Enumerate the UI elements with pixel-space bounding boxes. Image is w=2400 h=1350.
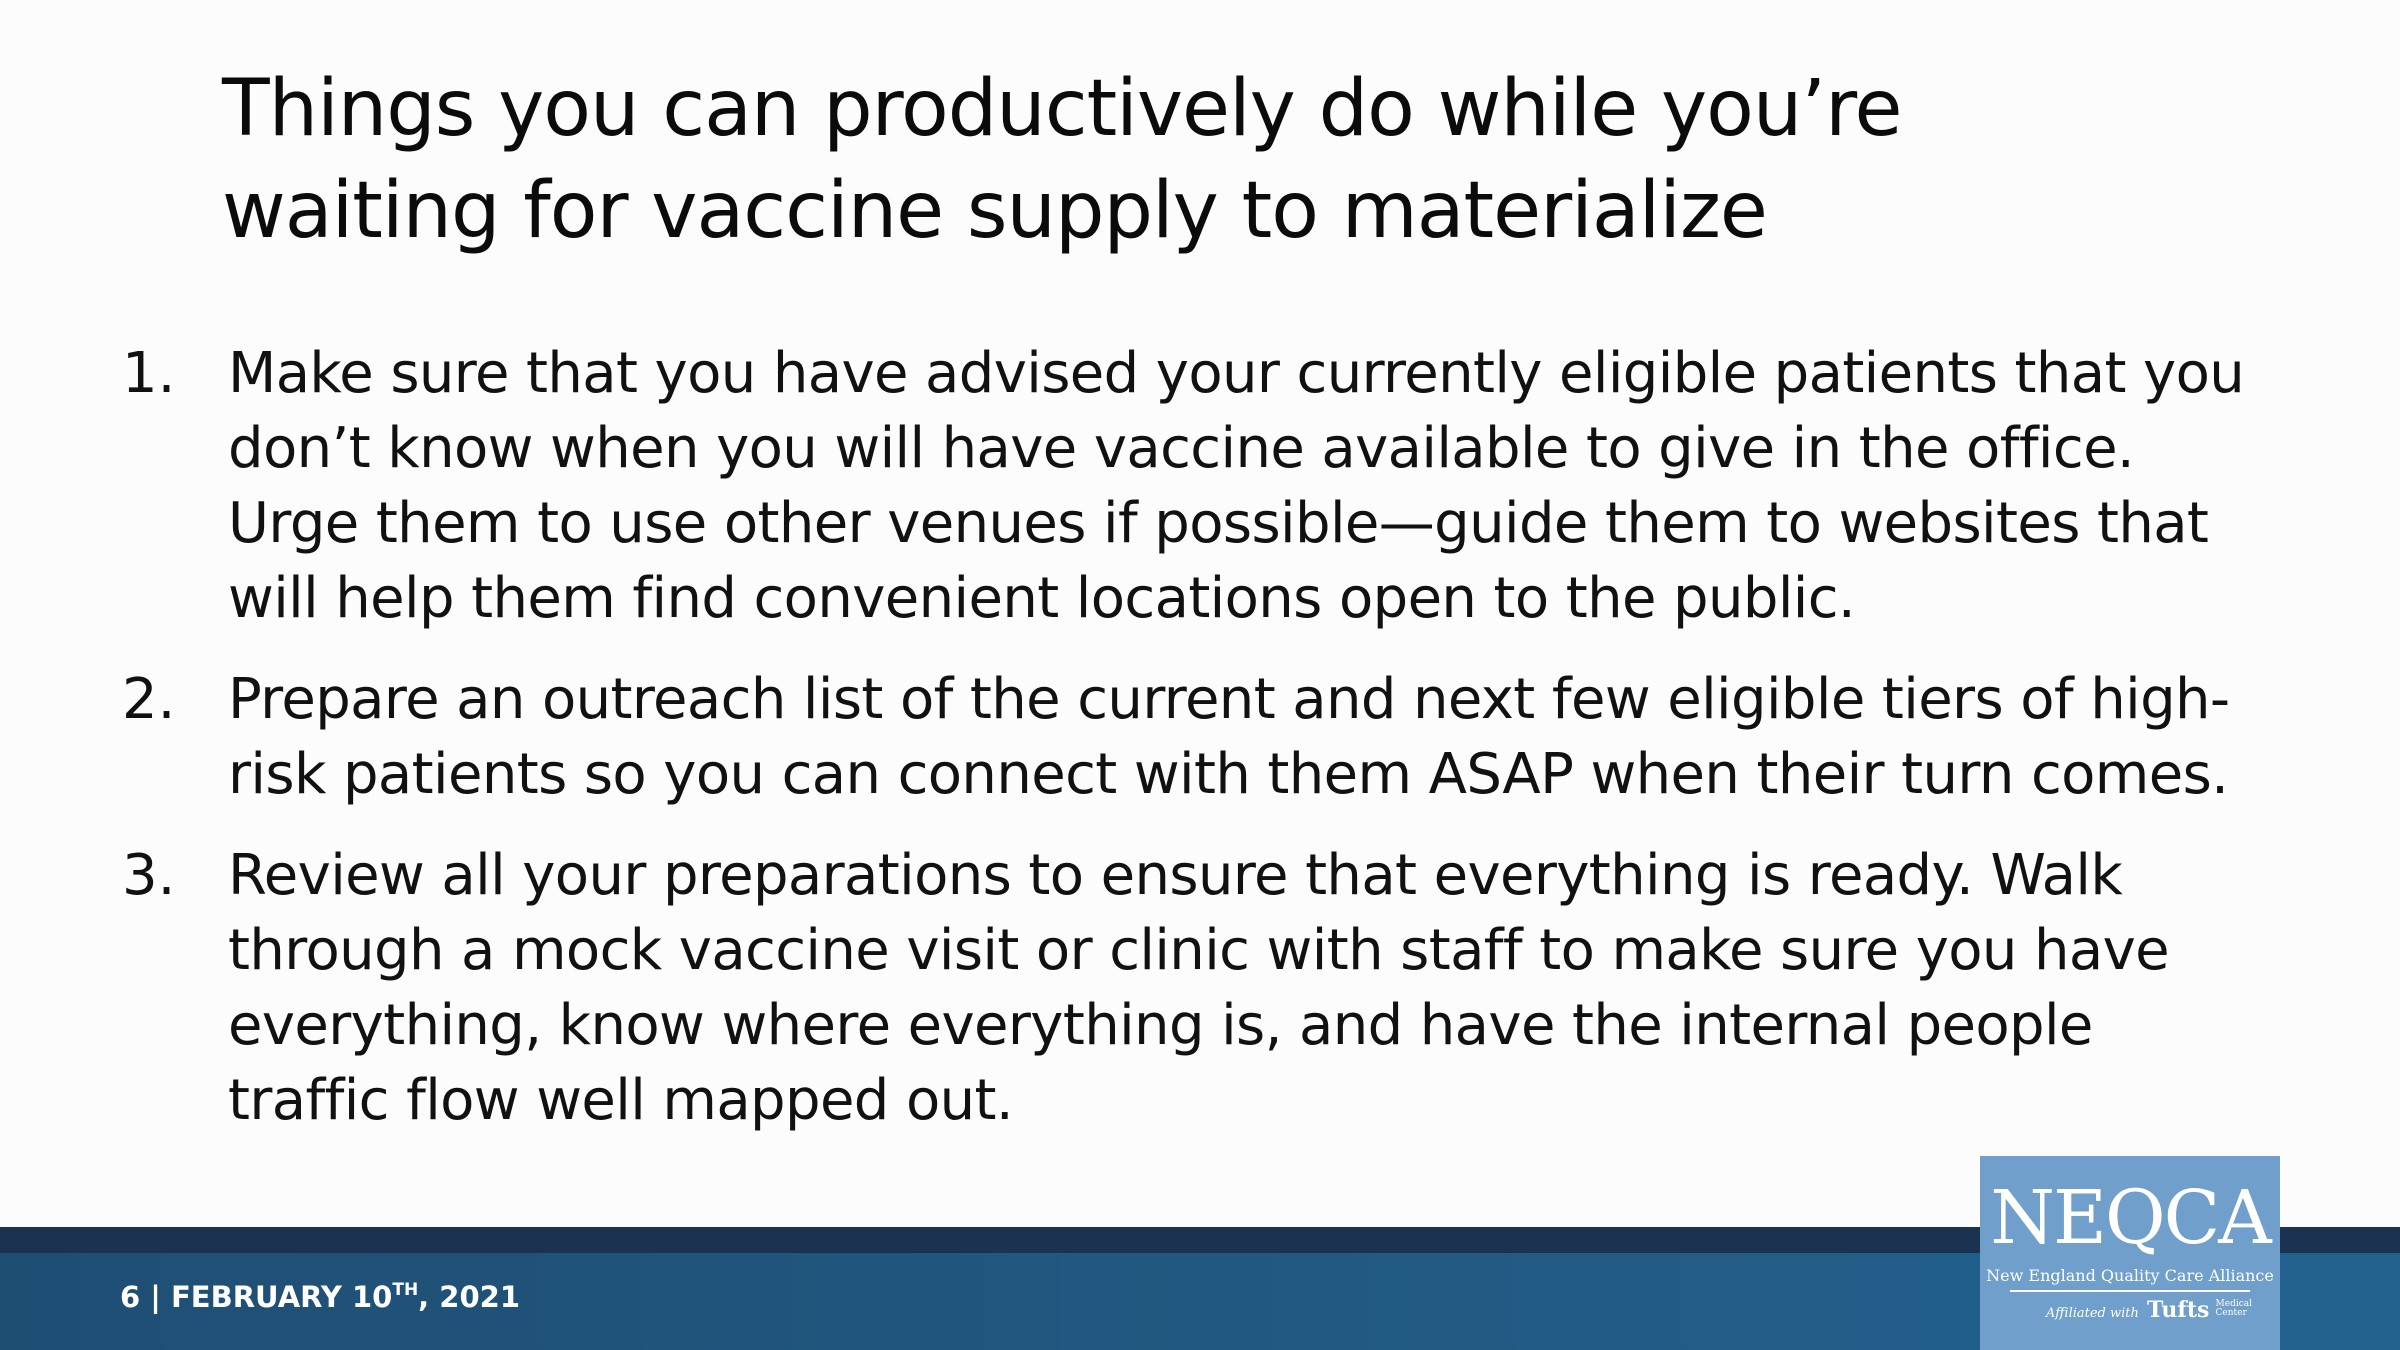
list-item-line: everything, know where everything is, and have the internal people — [228, 993, 2093, 1058]
footer-separator: | — [140, 1280, 171, 1314]
logo-affiliation-sub — [2216, 1300, 2252, 1318]
list-item-line: Make sure that you have advised your currently eligible patients that you — [228, 341, 2245, 406]
list-item-line: traffic flow well mapped out. — [228, 1068, 1014, 1133]
list-item-line: don’t know when you will have vaccine available to give in the office. — [228, 416, 2135, 481]
numbered-list — [122, 336, 2322, 1164]
list-item-line: Review all your preparations to ensure that everything is ready. Walk — [228, 843, 2123, 908]
neqca-logo — [1980, 1156, 2280, 1350]
list-item-line: Urge them to use other venues if possible—guide them to websites that — [228, 491, 2209, 556]
list-item — [122, 838, 2322, 1138]
list-item — [122, 662, 2322, 812]
list-item-text — [228, 336, 2322, 636]
list-item-number: 1. — [122, 341, 176, 406]
slide-title — [222, 58, 2122, 262]
list-item-line: through a mock vaccine visit or clinic with staff to make sure you have — [228, 918, 2170, 983]
list-item — [122, 336, 2322, 636]
footer-date-year: , 2021 — [418, 1280, 520, 1314]
logo-affiliation-label: Affiliated with — [2045, 1306, 2139, 1321]
list-item-line: risk patients so you can connect with them ASAP when their turn comes. — [228, 742, 2229, 807]
page-number: 6 — [120, 1280, 141, 1314]
logo-affiliation-sub-1: Medical — [2215, 1299, 2252, 1309]
list-item-number: 2. — [122, 667, 176, 732]
logo-affiliation-name: Tufts — [2147, 1297, 2210, 1323]
logo-full-name: New England Quality Care Alliance — [1986, 1266, 2274, 1285]
logo-wordmark: NEQCA — [1990, 1175, 2270, 1261]
list-item-text — [228, 838, 2322, 1138]
list-item-line: Prepare an outreach list of the current and next few eligible tiers of high- — [228, 667, 2230, 732]
slide-title-line: waiting for vaccine supply to materialize — [222, 166, 1767, 256]
slide-title-line: Things you can productively do while you’re — [222, 64, 1902, 154]
list-item-text — [228, 662, 2322, 812]
logo-divider — [2010, 1290, 2250, 1292]
logo-affiliation-sub-2: Center — [2215, 1308, 2247, 1318]
list-item-number: 3. — [122, 843, 176, 908]
footer-page-date — [120, 1277, 520, 1317]
footer-date-ordinal: TH — [392, 1280, 419, 1300]
footer-date: FEBRUARY 10 — [170, 1280, 393, 1314]
list-item-line: will help them find convenient locations open to the public. — [228, 566, 1856, 631]
logo-affiliation — [1980, 1298, 2280, 1326]
